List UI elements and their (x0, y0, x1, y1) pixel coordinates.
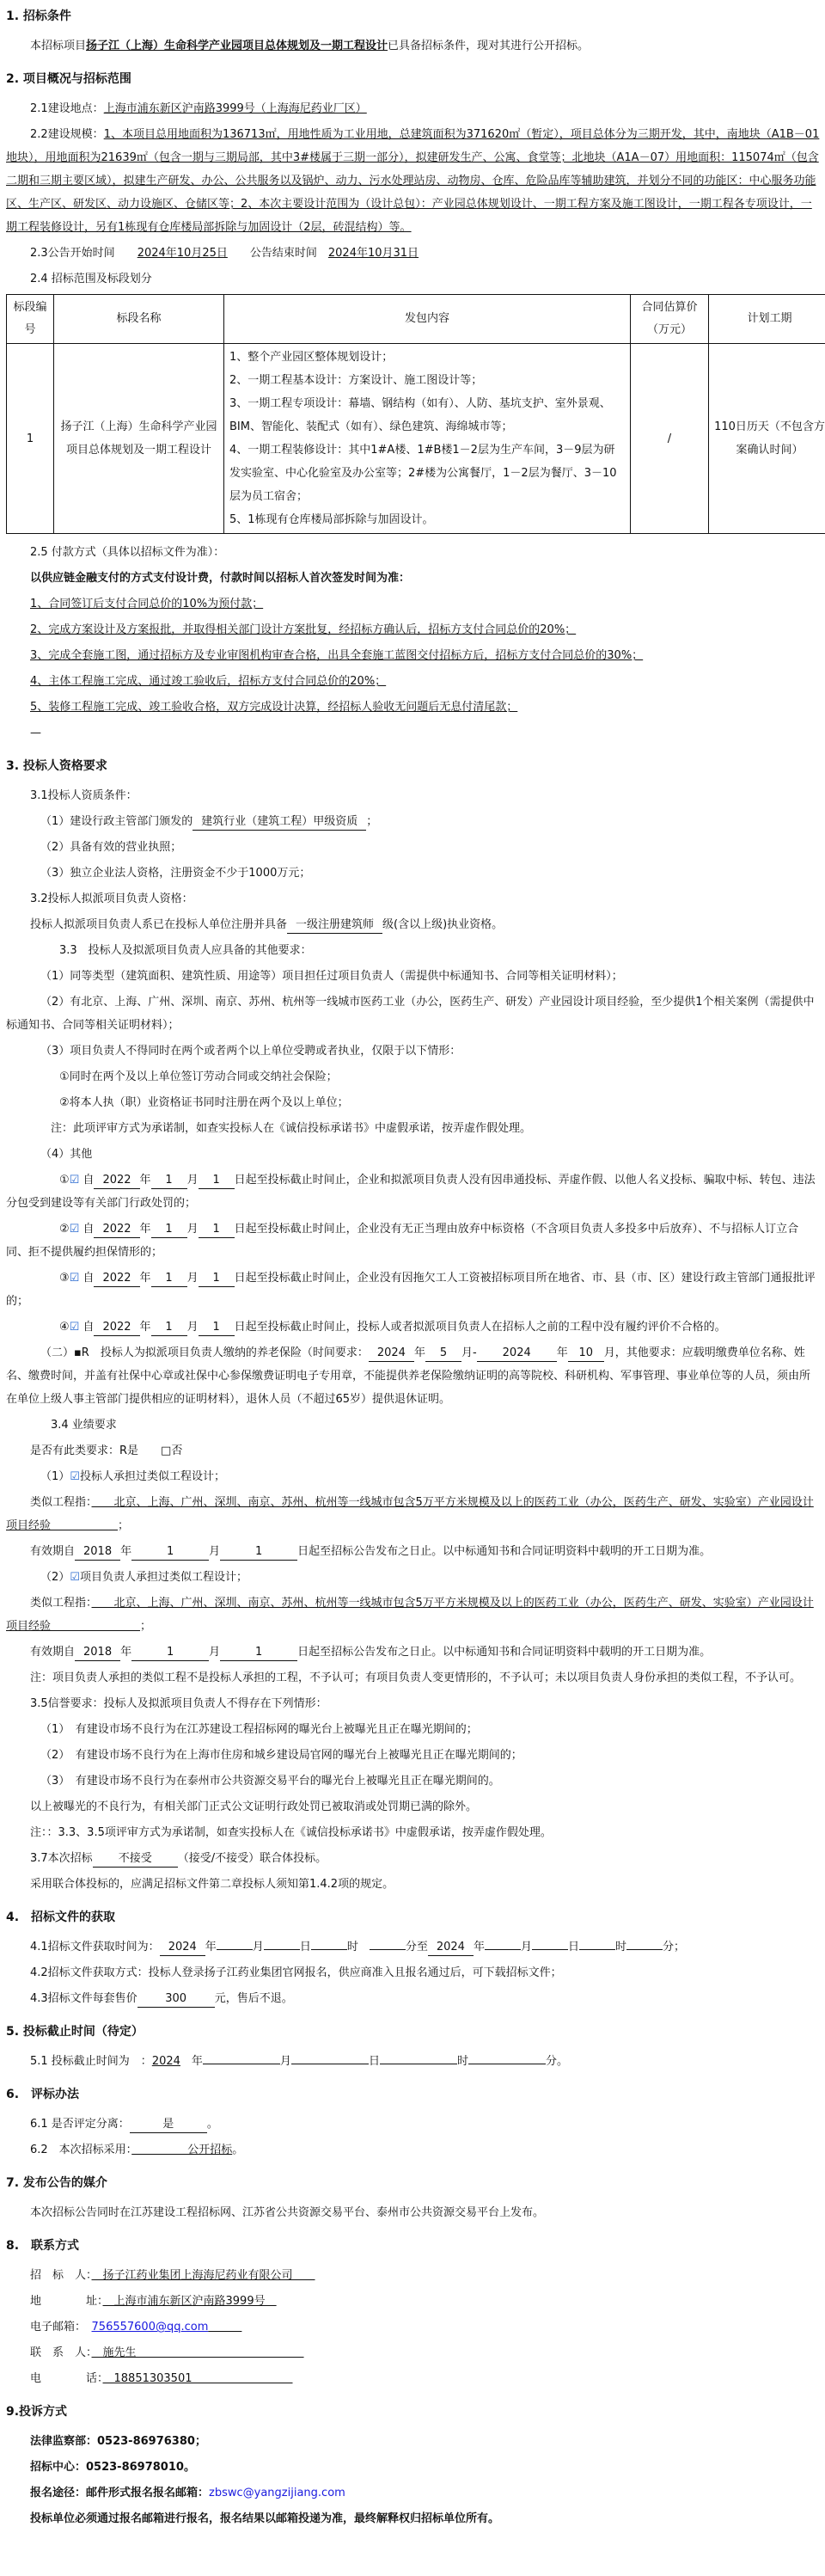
text-run: 3.2投标人拟派项目负责人资格： (30, 892, 193, 905)
text-run: （3）独立企业法人资格，注册资金不少于1000万元； (40, 867, 311, 880)
text-run: 采用联合体投标的，应满足招标文件第二章投标人须知第1.4.2项的规定。 (30, 1878, 394, 1891)
text-run: ； (118, 1519, 130, 1532)
section-heading: 3. 投标人资格要求 (6, 759, 107, 773)
paragraph (0, 1065, 825, 1089)
text-run: （2）具备有效的营业执照； (40, 841, 182, 854)
text-run: 2.5 付款方式（具体以招标文件为准）： (30, 546, 225, 559)
text-run: 2.1建设地点： (30, 102, 104, 115)
text-run: 注：：3.3、3.5项评审方式为承诺制，如查实投标人在《诚信投标承诺书》中虚假承诺，按弄虚作假处理。 (30, 1826, 552, 1839)
filled-blank: 1 (151, 1173, 187, 1189)
paragraph (0, 1217, 825, 1264)
filled-blank: 2018 (75, 1645, 120, 1661)
content-item: 1、整个产业园区整体规划设计； (229, 351, 394, 364)
paragraph (0, 1091, 825, 1114)
text-run: 上海市浦东新区沪南路3999号（上海海尼药业厂区） (103, 102, 367, 115)
text-run: 6.2 本次招标采用： (30, 2144, 132, 2156)
filled-blank: 1 (199, 1271, 235, 1287)
text-run: ① (59, 1174, 70, 1187)
text-run: 注：项目负责人承担的类似工程不是投标人承担的工程，不予认可；有项目负责人变更情形的，不予认可；未以项目负责人身份承担的类似工程，不予认可。 (30, 1671, 802, 1684)
text-run: 月 (209, 1545, 221, 1558)
content-item: 3、一期工程专项设计：幕墙、钢结构（如有）、人防、基坑支护、室外景观、BIM、智能化、装配式（如有）、绿色建筑、海绵城市等； (229, 397, 611, 433)
text-run: 自 (79, 1272, 95, 1285)
header-section-number: 标段编号 (7, 295, 54, 344)
text-run: ②将本人执（职）业资格证书同时注册在两个及以上单位； (59, 1096, 349, 1109)
paragraph (0, 939, 825, 962)
paragraph (0, 2367, 825, 2390)
text-run: 联 系 人： (30, 2346, 92, 2359)
text-run: 6.1 是否评定分离： (30, 2118, 130, 2131)
paragraph (0, 644, 825, 667)
paragraph (0, 1040, 825, 1063)
text-run: 月 (186, 1223, 199, 1236)
filled-blank: 2024 (477, 1346, 557, 1362)
text-run: 月 (186, 1321, 199, 1334)
paragraph (0, 670, 825, 693)
section-heading: 1. 招标条件 (6, 9, 71, 23)
paragraph (0, 1795, 825, 1819)
text-run: 扬子江（上海）生命科学产业园项目总体规划及一期工程设计 (86, 40, 388, 52)
paragraph (0, 2430, 825, 2453)
filled-blank (370, 1949, 406, 1950)
text-run: 4.1招标文件获取时间为： (30, 1941, 160, 1953)
text-run: 日 (567, 1941, 579, 1953)
text-run: 施先生 (91, 2346, 304, 2359)
paragraph (0, 1566, 825, 1589)
filled-blank: 2022 (94, 1222, 139, 1238)
text-run: 2.3公告开始时间 (30, 247, 138, 260)
text-run: （2）有北京、上海、广州、深圳、南京、苏州、杭州等一线城市医药工业（办公，医药生产、研发）产业园设计项目经验，至少提供1个相关案例（需提供中标通知书、合同等相关证明材料）； (6, 996, 815, 1032)
text-run: 月- (461, 1346, 477, 1359)
text-run: ； (140, 1620, 152, 1633)
paragraph (0, 1873, 825, 1896)
text-run: 日起至投标截止时间止，企业没有无正当理由放弃中标资格（不含项目负责人多投多中后放弃）、不与招标人订立合同、拒不提供履约担保情形的； (6, 1223, 799, 1259)
text-run: 招 标 人： (30, 2269, 92, 2282)
text-run: 18851303501 (102, 2372, 293, 2385)
text-run: 年 (139, 1223, 151, 1236)
text-run: 公开招标 (131, 2144, 233, 2156)
paragraph (0, 862, 825, 885)
section-heading: 5. 投标截止时间（待定） (6, 2025, 144, 2039)
filled-blank (579, 1949, 615, 1950)
table-row (7, 344, 825, 534)
filled-blank: 10 (568, 1346, 604, 1362)
text-run: 年 (180, 2055, 203, 2068)
header-section-name: 标段名称 (54, 295, 224, 344)
text-run: 3.4 业绩要求 (51, 1419, 117, 1432)
text-run: 年 (413, 1346, 425, 1359)
paragraph (0, 618, 825, 641)
content-item: 2、一期工程基本设计：方案设计、施工图设计等； (229, 374, 483, 387)
paragraph (0, 267, 825, 291)
filled-blank: 2024 (428, 1940, 474, 1956)
email-link[interactable]: 756557600@qq.com (91, 2321, 209, 2334)
filled-blank: 5 (425, 1346, 461, 1362)
filled-blank (485, 1949, 521, 1950)
text-run: 时 (615, 1941, 627, 1953)
text-run: 4.3招标文件每套售价 (30, 1992, 138, 2005)
filled-blank: 2022 (94, 1320, 139, 1336)
filled-blank: 是 (130, 2117, 207, 2133)
text-run: 3.1投标人资质条件： (30, 789, 138, 802)
paragraph (0, 2113, 825, 2136)
text-run: 报名途径：邮件形式报名报名邮箱： (30, 2487, 210, 2499)
paragraph (0, 2456, 825, 2479)
paragraph (0, 1341, 825, 1411)
checkbox-checked-icon: ☑ (70, 1470, 80, 1483)
text-run: 4.2招标文件获取方式：投标人登录扬子江药业集团官网报名，供应商准入且报名通过后，可下载招标文件； (30, 1966, 562, 1979)
section-heading: 6. 评标办法 (6, 2088, 80, 2101)
text-run: — (30, 727, 41, 739)
header-price: 合同估算价（万元） (631, 295, 709, 344)
filled-blank: 2024 (369, 1346, 414, 1362)
text-run: 注：此项评审方式为承诺制，如查实投标人在《诚信投标承诺书》中虚假承诺，按弄虚作假处理。 (51, 1122, 532, 1135)
header-content: 发包内容 (224, 295, 631, 344)
checkbox-checked-icon: ☑ (69, 1321, 80, 1334)
paragraph (0, 836, 825, 859)
text-run: 日起至招标公告发布之日止。以中标通知书和合同证明资料中载明的开工日期为准。 (297, 1646, 712, 1659)
text-run: （接受/不接受）联合体投标。 (177, 1852, 327, 1865)
paragraph (0, 34, 825, 58)
filled-blank: 1 (151, 1222, 187, 1238)
checkbox-checked-icon: ☑ (69, 1272, 80, 1285)
text-run: 月 (279, 2055, 291, 2068)
text-run: 年 (139, 1272, 151, 1285)
text-run: 日 (299, 1941, 311, 1953)
section-heading: 9.投诉方式 (6, 2405, 68, 2419)
text-run: ； (366, 815, 378, 828)
paragraph (0, 2481, 825, 2505)
text-run: 。 (232, 2144, 244, 2156)
text-run: 年 (139, 1174, 151, 1187)
paragraph (0, 1961, 825, 1984)
filled-blank: 1 (220, 1544, 297, 1561)
email-link[interactable]: zbswc@yangzijiang.com (209, 2487, 345, 2499)
paragraph (0, 2507, 825, 2530)
paragraph (0, 1987, 825, 2010)
text-run: 法律监察部：0523-86976380； (30, 2435, 206, 2448)
text-run: （1） 有建设市场不良行为在江苏建设工程招标网的曝光台上被曝光且正在曝光期间的； (40, 1723, 478, 1736)
paragraph (0, 592, 825, 616)
text-run: 月 (186, 1272, 199, 1285)
text-run: 分至 (405, 1941, 428, 1953)
text-run: 扬子江药业集团上海海尼药业有限公司 (91, 2269, 315, 2282)
text-run: 电子邮箱： (30, 2321, 81, 2334)
filled-blank: 1 (131, 1645, 209, 1661)
text-run: 2024年10月31日 (327, 247, 419, 260)
section-heading: 7. 发布公告的媒介 (6, 2176, 107, 2190)
text-run: 类似工程指： (30, 1597, 92, 1610)
cell-section-number: 1 (7, 344, 54, 534)
text-run: 年 (139, 1321, 151, 1334)
paragraph (0, 1718, 825, 1741)
text-run: （4）其他 (40, 1148, 93, 1161)
filled-blank: 2024 (160, 1940, 205, 1956)
section-heading: 4. 招标文件的获取 (6, 1911, 116, 1924)
text-run: 日起至投标截止时间止，企业和拟派项目负责人没有因串通投标、弄虚作假、以他人名义投标、骗取中标、转包、违法分包受到建设等有关部门行政处罚的； (6, 1174, 816, 1210)
filled-blank: 2022 (94, 1271, 139, 1287)
filled-blank: 1 (131, 1544, 209, 1561)
checkbox-checked-icon: ☑ (70, 1571, 80, 1584)
cell-section-name: 扬子江（上海）生命科学产业园项目总体规划及一期工程设计 (54, 344, 224, 534)
paragraph (0, 1465, 825, 1488)
paragraph (0, 2290, 825, 2313)
paragraph (0, 2315, 825, 2339)
text-run: 投标人承担过类似工程设计； (79, 1470, 225, 1483)
filled-blank: 2018 (75, 1544, 120, 1561)
paragraph (0, 1267, 825, 1313)
text-run: （3） 有建设市场不良行为在泰州市公共资源交易平台的曝光台上被曝光且正在曝光期间的。 (40, 1775, 500, 1788)
text-run: 元，售后不退。 (214, 1992, 293, 2005)
text-run: 月，其他要求：应载明缴费单位名称、姓名、缴费时间，并盖有社保中心章或社保中心参保缴费证明电子专用章，不能提供养老保险缴纳证明的高等院校、科研机构、军事管理、事业单位等的人员，须由所在单位上级人事主管部门提供相应的证明材料），退休人员（不超过65岁）提供退休证明。 (6, 1346, 811, 1406)
text-run: （1）建设行政主管部门颁发的 (40, 815, 193, 828)
paragraph (0, 1935, 825, 1959)
text-run: ③ (59, 1272, 70, 1285)
paragraph (0, 1414, 825, 1437)
text-run: 有效期自 (30, 1545, 76, 1558)
paragraph (0, 1666, 825, 1690)
text-run: 级(含以上级)执业资格。 (382, 918, 504, 931)
text-run: 月 (520, 1941, 532, 1953)
paragraph (0, 887, 825, 911)
paragraph (0, 567, 825, 590)
text-run: （1）同等类型（建筑面积、建筑性质、用途等）项目担任过项目负责人（需提供中标通知书、合同等相关证明材料）； (40, 970, 623, 983)
text-run: 2024 (151, 2055, 180, 2068)
text-run: 投标单位必须通过报名邮箱进行报名，报名结果以邮箱投递为准，最终解释权归招标单位所有。 (30, 2512, 500, 2525)
filled-blank: 不接受 (93, 1851, 178, 1868)
content-item: 5、1栋现有仓库楼局部拆除与加固设计。 (229, 513, 434, 526)
paragraph (0, 1769, 825, 1793)
text-run: 自 (79, 1321, 95, 1334)
text-run: 分； (663, 1941, 686, 1953)
text-run: 2、完成方案设计及方案报批，并取得相关部门设计方案批复，经招标方确认后，招标方支付合同总价的20%； (30, 623, 577, 636)
section-heading: 8. 联系方式 (6, 2239, 80, 2253)
text-run: 年 (205, 1941, 217, 1953)
filled-blank (217, 1949, 253, 1950)
text-run: （2） 有建设市场不良行为在上海市住房和城乡建设局官网的曝光台上被曝光且正在曝光期间的； (40, 1749, 522, 1762)
content-item: 4、一期工程装修设计：其中1#A楼、1#B楼1－2层为生产车间，3－9层为研发实验室、中心化验室及办公室等；2#楼为公寓餐厅，1－2层为餐厅、3－10层为员工宿舍； (229, 444, 617, 503)
paragraph (0, 1592, 825, 1638)
text-run: 1、合同签订后支付合同总价的10%为预付款； (30, 598, 264, 610)
text-run: 时 (346, 1941, 370, 1953)
filled-blank: 1 (151, 1271, 187, 1287)
checkbox-checked-icon: ☑ (69, 1223, 80, 1236)
paragraph (0, 1439, 825, 1463)
bid-section-table (6, 294, 825, 534)
paragraph (0, 1847, 825, 1870)
text-run: 本招标项目 (30, 40, 87, 52)
paragraph (0, 1143, 825, 1166)
text-run: 时 (456, 2055, 468, 2068)
text-run: 以上被曝光的不良行为，有相关部门正式公文证明行政处罚已被取消或处罚期已满的除外。 (30, 1800, 478, 1813)
text-run: （1） (40, 1470, 70, 1483)
paragraph (0, 123, 825, 239)
text-run: ② (59, 1223, 70, 1236)
text-run: （2） (40, 1571, 70, 1584)
paragraph (0, 1491, 825, 1537)
text-run: 日起至投标截止时间止，投标人或者拟派项目负责人在招标人之前的工程中没有履约评价不合格的。 (234, 1321, 726, 1334)
text-run: 年 (120, 1545, 132, 1558)
text-run: 有效期自 (30, 1646, 76, 1659)
paragraph (0, 965, 825, 988)
table-header-row (7, 295, 825, 344)
paragraph (0, 1117, 825, 1140)
text-run: 月 (186, 1174, 199, 1187)
paragraph (0, 1540, 825, 1563)
text-run: 已具备招标条件，现对其进行公开招标。 (388, 40, 590, 52)
text-run: 4、主体工程施工完成、通过竣工验收后，招标方支付合同总价的20%； (30, 675, 387, 688)
text-run: 年 (473, 1941, 485, 1953)
text-run (81, 2321, 92, 2334)
cell-price: / (631, 344, 709, 534)
text-run: 北京、上海、广州、深圳、南京、苏州、杭州等一线城市包含5万平方米规模及以上的医药工业（办公，医药生产、研发、实验室）产业园设计项目经验 (6, 1597, 814, 1633)
paragraph (0, 541, 825, 564)
filled-blank (311, 1949, 347, 1950)
filled-blank: 1 (151, 1320, 187, 1336)
text-run: 年 (556, 1346, 568, 1359)
paragraph (0, 2201, 825, 2224)
header-period: 计划工期 (709, 295, 825, 344)
text-run: 日起至招标公告发布之日止。以中标通知书和合同证明资料中载明的开工日期为准。 (297, 1545, 712, 1558)
text-run: ①同时在两个及以上单位签订劳动合同或交纳社会保险； (59, 1070, 338, 1083)
text-run: 本次招标公告同时在江苏建设工程招标网、江苏省公共资源交易平台、泰州市公共资源交易平台上发布。 (30, 2206, 545, 2219)
text-run: 电 话： (30, 2372, 103, 2385)
text-run: 。 (206, 2118, 218, 2131)
text-run: （3）项目负责人不得同时在两个或者两个以上单位受聘或者执业，仅限于以下情形： (40, 1045, 461, 1058)
filled-blank: 1 (220, 1645, 297, 1661)
text-run: 5.1 投标截止时间为 ： (30, 2055, 152, 2068)
paragraph (0, 1316, 825, 1339)
filled-blank: 建筑行业（建筑工程）甲级资质 (192, 814, 366, 831)
text-run: 日 (368, 2055, 380, 2068)
text-run: 年 (120, 1646, 132, 1659)
filled-blank: 1 (199, 1320, 235, 1336)
paragraph (0, 913, 825, 936)
paragraph (0, 810, 825, 833)
paragraph (0, 784, 825, 807)
paragraph (0, 2050, 825, 2073)
filled-blank: 2022 (94, 1173, 139, 1189)
text-run: 公告结束时间 (227, 247, 328, 260)
paragraph (0, 721, 825, 745)
filled-blank: 1 (199, 1222, 235, 1238)
text-run: 类似工程指： (30, 1496, 92, 1509)
text-run: 5、装修工程施工完成、竣工验收合格，双方完成设计决算，经招标人验收无问题后无息付清尾款； (30, 701, 518, 714)
filled-blank (532, 1949, 568, 1950)
text-run: 3.7本次招标 (30, 1852, 93, 1865)
text-run: 地 址： (30, 2295, 103, 2308)
text-run: 2.4 招标范围及标段划分 (30, 273, 152, 285)
text-run: 是否有此类要求：R是 □否 (30, 1444, 183, 1457)
paragraph (0, 242, 825, 265)
text-run: 分。 (545, 2055, 568, 2068)
text-run: 3、完成全套施工图，通过招标方及专业审图机构审查合格，出具全套施工蓝图交付招标方后，招标方支付合同总价的30%； (30, 649, 644, 662)
text-run: 2.2建设规模： (30, 128, 104, 141)
text-run: 以供应链金融支付的方式支付设计费，付款时间以招标人首次签发时间为准： (30, 572, 411, 585)
text-run: 北京、上海、广州、深圳、南京、苏州、杭州等一线城市包含5万平方米规模及以上的医药工业（办公，医药生产、研发、实验室）产业园设计项目经验 (6, 1496, 814, 1532)
text-run: 3.5信誉要求：投标人及拟派项目负责人不得存在下列情形： (30, 1697, 327, 1710)
text-run: 月 (252, 1941, 264, 1953)
text-run: （二）▪R 投标人为拟派项目负责人缴纳的养老保险（时间要求： (40, 1346, 369, 1359)
text-run: 项目负责人承担过类似工程设计； (79, 1571, 248, 1584)
text-run (208, 2321, 241, 2334)
paragraph (0, 2264, 825, 2287)
paragraph (0, 1641, 825, 1664)
text-run: 上海市浦东新区沪南路3999号 (102, 2295, 277, 2308)
text-run: 投标人拟派项目负责人系已在投标人单位注册并具备 (30, 918, 288, 931)
text-run: 招标中心：0523-86978010。 (30, 2461, 195, 2474)
filled-blank: 300 (138, 1991, 215, 2008)
paragraph (0, 696, 825, 719)
text-run: 月 (209, 1646, 221, 1659)
filled-blank: 1 (199, 1173, 235, 1189)
text-run: 自 (79, 1174, 95, 1187)
paragraph (0, 97, 825, 120)
text-run: 自 (79, 1223, 95, 1236)
cell-period: 110日历天（不包含方案确认时间） (709, 344, 825, 534)
text-run: ④ (59, 1321, 70, 1334)
filled-blank (626, 1949, 663, 1950)
text-run: 2024年10月25日 (137, 247, 228, 260)
paragraph (0, 2341, 825, 2364)
text-run: 日起至投标截止时间止，企业没有因拖欠工人工资被招标项目所在地省、市、县（市、区）建设行政主管部门通报批评的； (6, 1272, 816, 1308)
text-run: 3.3 投标人及拟派项目负责人应具备的其他要求： (59, 944, 312, 957)
paragraph (0, 1821, 825, 1844)
checkbox-checked-icon: ☑ (69, 1174, 80, 1187)
cell-content (224, 344, 631, 534)
filled-blank (264, 1949, 300, 1950)
filled-blank: 一级注册建筑师 (287, 917, 382, 934)
paragraph (0, 991, 825, 1037)
text-run: 1、本项目总用地面积为136713㎡，用地性质为工业用地，总建筑面积为371620㎡（暂定），项目总体分为三期开发，其中，南地块（A1B－01地块），用地面积为21639㎡（包含一期与三期局部，其中3#楼属于三期一部分），拟建研发生产、公寓、食堂等；北地块（A1A－07）用地面积：115074㎡（包含二期和三期主要区域），拟建生产研发、办公、公共服务以及锅炉、动力、污水处理站房、动物房、仓库、危险品库等辅助建筑，并划分不同的功能区：中心服务功能区、生产区、研发区、动力设施区、仓储区等；2、本次主要设计范围为（设计总包）：产业园总体规划设计、一期工程方案及施工图设计，一期工程各专项设计，一期工程装修设计，另有1栋现有仓库楼局部拆除与加固设计（2层，砖混结构）等。 (6, 128, 820, 234)
paragraph (0, 1744, 825, 1767)
paragraph (0, 1692, 825, 1715)
paragraph (0, 2138, 825, 2162)
paragraph (0, 1168, 825, 1215)
section-heading: 2. 项目概况与招标范围 (6, 72, 131, 86)
